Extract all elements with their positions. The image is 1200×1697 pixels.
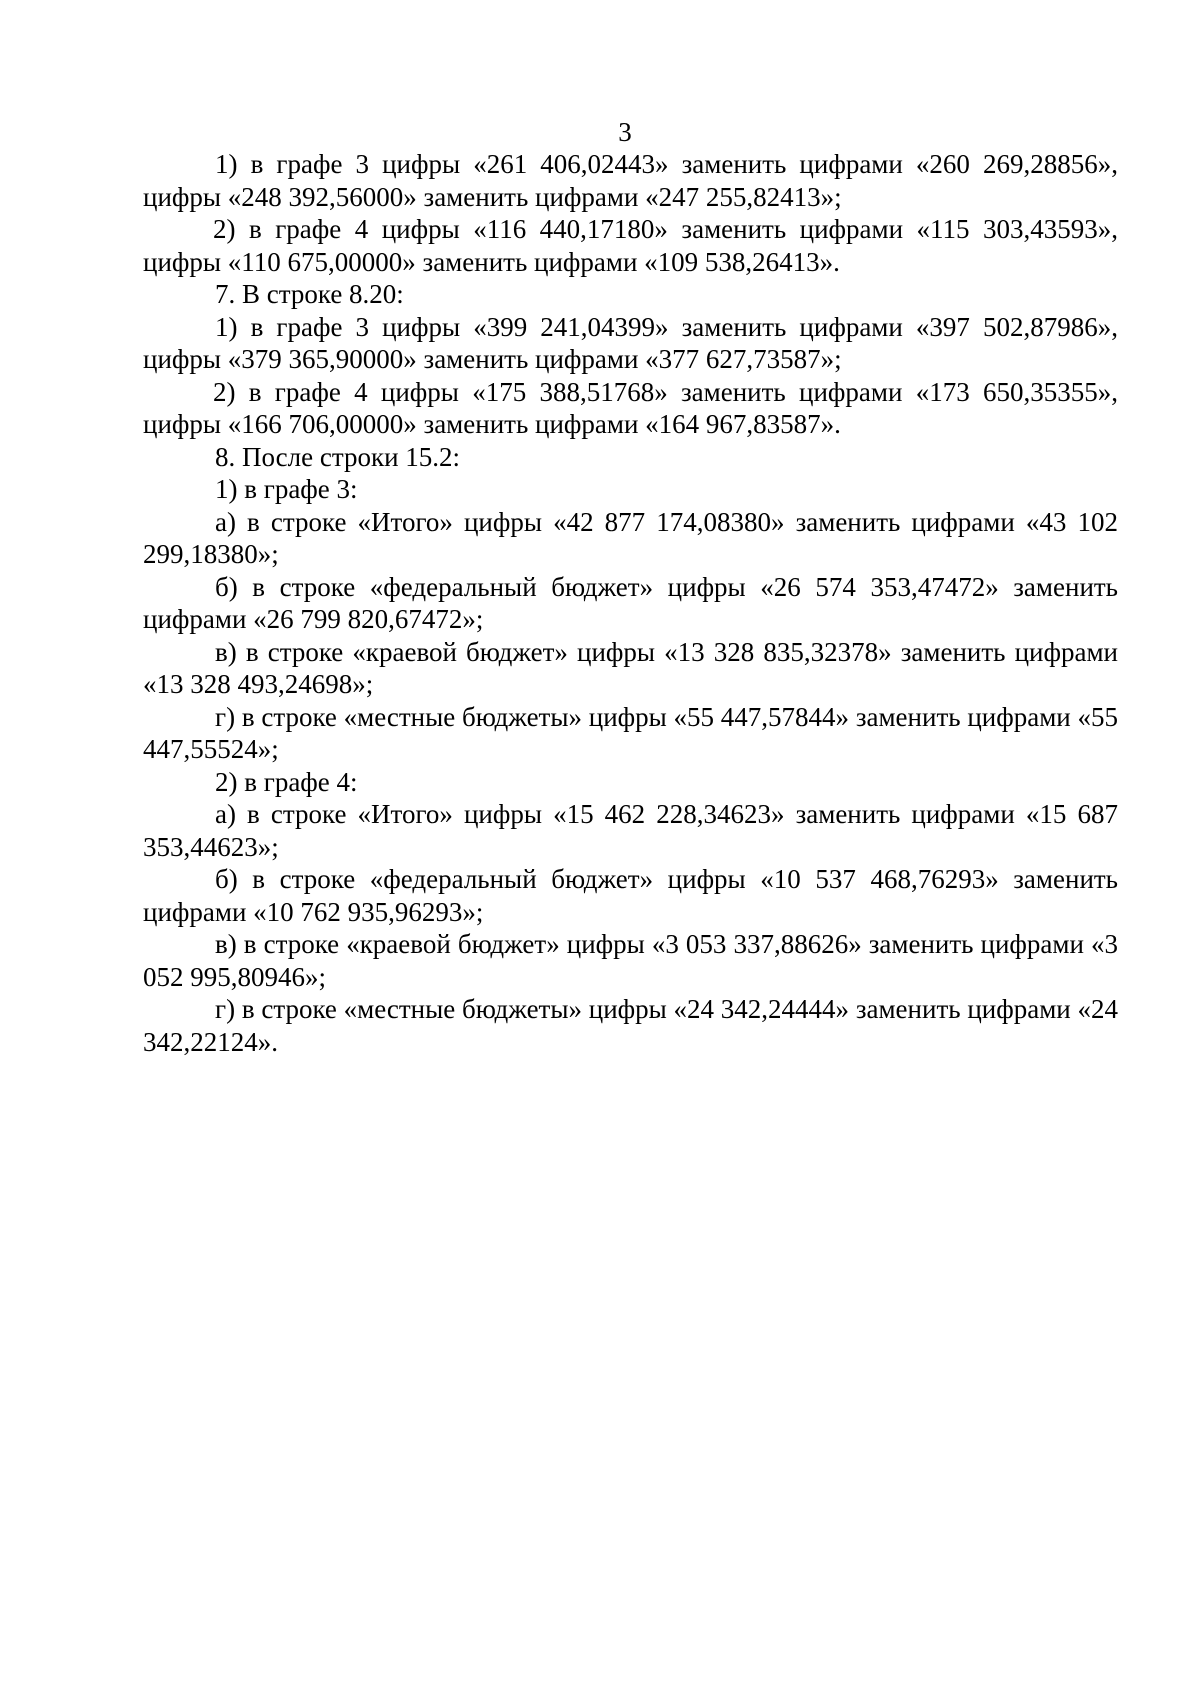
- paragraph-3: 7. В строке 8.20:: [215, 279, 404, 309]
- paragraph-5: 2) в графе 4 цифры «175 388,51768» заменить цифрами «173 650,35355», цифры «166 706,00000» заменить цифрами «164 967,83587».: [143, 376, 1118, 439]
- page-number: 3: [618, 117, 632, 147]
- paragraph-10: в) в строке «краевой бюджет» цифры «13 328 835,32378» заменить цифрами «13 328 493,24698»;: [143, 636, 1118, 699]
- paragraph-2: 2) в графе 4 цифры «116 440,17180» заменить цифрами «115 303,43593», цифры «110 675,00000» заменить цифрами «109 538,26413».: [143, 214, 1118, 277]
- paragraph-16: г) в строке «местные бюджеты» цифры «24 342,24444» заменить цифрами «24 342,22124».: [143, 994, 1118, 1057]
- paragraph-13: а) в строке «Итого» цифры «15 462 228,34623» заменить цифрами «15 687 353,44623»;: [143, 799, 1118, 862]
- paragraph-12: 2) в графе 4:: [215, 766, 358, 797]
- paragraph-8: а) в строке «Итого» цифры «42 877 174,08380» заменить цифрами «43 102 299,18380»;: [143, 506, 1118, 569]
- paragraph-14: б) в строке «федеральный бюджет» цифры «10 537 468,76293» заменить цифрами «10 762 935,96293»;: [143, 864, 1118, 927]
- paragraph-1: 1) в графе 3 цифры «261 406,02443» заменить цифрами «260 269,28856», цифры «248 392,56000» заменить цифрами «247 255,82413»;: [143, 149, 1118, 212]
- paragraph-9: б) в строке «федеральный бюджет» цифры «26 574 353,47472» заменить цифрами «26 799 820,67472»;: [143, 571, 1118, 634]
- document-body: [143, 148, 1118, 1058]
- paragraph-4: 1) в графе 3 цифры «399 241,04399» заменить цифрами «397 502,87986», цифры «379 365,90000» заменить цифрами «377 627,73587»;: [143, 311, 1118, 374]
- paragraph-7: 1) в графе 3:: [215, 474, 358, 504]
- paragraph-11: г) в строке «местные бюджеты» цифры «55 447,57844» заменить цифрами «55 447,55524»;: [143, 701, 1118, 764]
- paragraph-6: 8. После строки 15.2:: [215, 441, 461, 472]
- paragraph-15: в) в строке «краевой бюджет» цифры «3 053 337,88626» заменить цифрами «3 052 995,80946»;: [143, 929, 1118, 992]
